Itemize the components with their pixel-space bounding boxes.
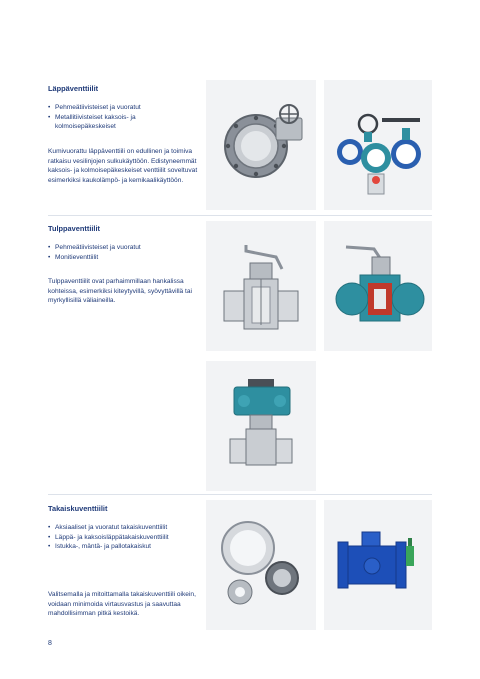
bullet-item: • Pehmeätiivisteiset ja vuoratut: [48, 243, 198, 253]
section-title-butterfly-valves: Läppäventtiilit: [48, 84, 99, 93]
check-valves-group-photo: [206, 500, 316, 630]
plug-valve-lined-photo: [324, 221, 432, 351]
check-valves-bullet-list: [48, 523, 198, 552]
page-number: 8: [48, 640, 52, 647]
butterfly-valve-photo: [206, 80, 316, 210]
bullet-item: • Läppä- ja kaksoisläppätakaiskuventtiilit: [48, 533, 198, 543]
bullet-item: • Monitieventtiilit: [48, 253, 198, 263]
butterfly-valves-group-photo: [324, 80, 432, 210]
plug-valves-description: Tulppaventtiilit ovat parhaimmillaan hankalissa kohteissa, esimerkiksi kiteytyvillä, syövyttävillä tai myrkyllisillä väliaineilla.: [48, 278, 193, 305]
check-valves-description: Valitsemalla ja mitoittamalla takaiskuventtiili oikein, voidaan minimoida virtausvastus ja saavuttaa mahdollisimman pitkä kestoikä.: [48, 591, 196, 618]
section-title-plug-valves: Tulppaventtiilit: [48, 224, 101, 233]
bullet-item: • Aksiaaliset ja vuoratut takaiskuventtiilit: [48, 523, 198, 533]
section-title-check-valves: Takaiskuventtiilit: [48, 504, 108, 513]
butterfly-valves-description: Kumivuorattu läppäventtiili on edullinen ja toimiva ratkaisu vesilinjojen sulkukäyttöön. Edistyneemmät kaksois- ja kolmoisepäkeskeiset venttiilit soveltuvat esimerkiksi kaukolämpö- ja kemikaalikäyttöön.: [48, 148, 198, 184]
butterfly-valves-bullet-list: [48, 103, 198, 132]
axial-check-valve-photo: [324, 500, 432, 630]
section-divider: [48, 494, 432, 495]
section-divider: [48, 215, 432, 216]
plug-valves-bullet-list: [48, 243, 198, 262]
actuated-plug-valve-photo: [206, 361, 316, 491]
bullet-item: • Istukka-, mäntä- ja pallotakaiskut: [48, 542, 198, 552]
bullet-item: • Metallitiivisteiset kaksois- ja kolmoisepäkeskeiset: [48, 113, 198, 132]
bullet-item: • Pehmeätiivisteiset ja vuoratut: [48, 103, 198, 113]
plug-valve-cutaway-photo: [206, 221, 316, 351]
